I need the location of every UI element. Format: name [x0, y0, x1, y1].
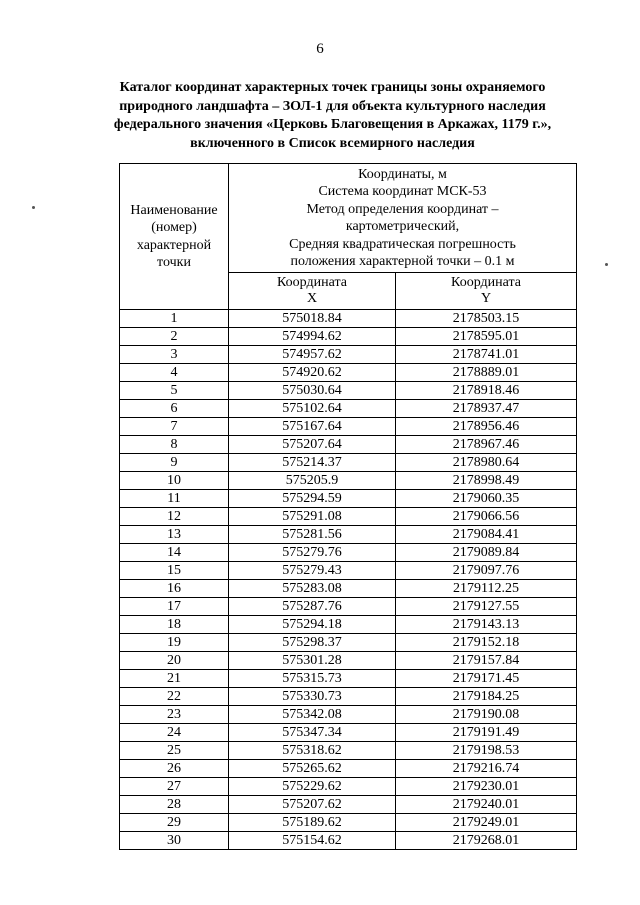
- coordinate-y-cell: 2178956.46: [396, 418, 577, 436]
- point-number-cell: 9: [120, 454, 229, 472]
- table-row: [120, 364, 577, 382]
- header-text: Наименование: [130, 202, 218, 218]
- coordinate-x-cell: 575301.28: [229, 652, 396, 670]
- table-row: [120, 400, 577, 418]
- coordinate-x-cell: 575347.34: [229, 724, 396, 742]
- table-row: [120, 346, 577, 364]
- table-row: [120, 760, 577, 778]
- coordinate-y-cell: 2178595.01: [396, 328, 577, 346]
- page-number: 6: [316, 41, 324, 57]
- point-number-cell: 5: [120, 382, 229, 400]
- point-number-cell: 7: [120, 418, 229, 436]
- coordinate-y-cell: 2179143.13: [396, 616, 577, 634]
- coordinate-y-cell: 2178918.46: [396, 382, 577, 400]
- coordinate-x-cell: 574957.62: [229, 346, 396, 364]
- point-number-cell: 6: [120, 400, 229, 418]
- coordinate-y-cell: 2179171.45: [396, 670, 577, 688]
- coordinate-y-cell: 2179157.84: [396, 652, 577, 670]
- coordinate-x-cell: 575318.62: [229, 742, 396, 760]
- coordinate-x-cell: 575102.64: [229, 400, 396, 418]
- point-number-cell: 25: [120, 742, 229, 760]
- header-text: характерной: [136, 237, 212, 253]
- coordinate-x-cell: 575265.62: [229, 760, 396, 778]
- coordinate-y-cell: 2179097.76: [396, 562, 577, 580]
- header-text: X: [306, 291, 318, 306]
- point-number-cell: 3: [120, 346, 229, 364]
- coordinate-x-cell: 575229.62: [229, 778, 396, 796]
- coordinate-y-cell: 2179198.53: [396, 742, 577, 760]
- table-row: [120, 742, 577, 760]
- coordinate-x-cell: 575294.59: [229, 490, 396, 508]
- coordinate-x-cell: 575283.08: [229, 580, 396, 598]
- table-row: [120, 814, 577, 832]
- point-number-cell: 21: [120, 670, 229, 688]
- point-number-cell: 8: [120, 436, 229, 454]
- table-row: [120, 724, 577, 742]
- point-number-cell: 28: [120, 796, 229, 814]
- point-number-cell: 1: [120, 310, 229, 328]
- table-row: [120, 562, 577, 580]
- table-row: [120, 778, 577, 796]
- coordinate-y-cell: 2178980.64: [396, 454, 577, 472]
- coordinate-x-cell: 575205.9: [229, 472, 396, 490]
- coordinate-y-cell: 2179191.49: [396, 724, 577, 742]
- point-number-cell: 24: [120, 724, 229, 742]
- header-coordinate-y: [396, 273, 577, 310]
- coordinate-x-cell: 574994.62: [229, 328, 396, 346]
- coordinate-y-cell: 2179249.01: [396, 814, 577, 832]
- table-row: [120, 508, 577, 526]
- table-row: [120, 310, 577, 328]
- coordinate-y-cell: 2179190.08: [396, 706, 577, 724]
- coordinate-x-cell: 575315.73: [229, 670, 396, 688]
- point-number-cell: 22: [120, 688, 229, 706]
- point-number-cell: 4: [120, 364, 229, 382]
- coordinate-y-cell: 2178889.01: [396, 364, 577, 382]
- table-row: [120, 796, 577, 814]
- table-row: [120, 436, 577, 454]
- coordinate-x-cell: 575018.84: [229, 310, 396, 328]
- point-number-cell: 14: [120, 544, 229, 562]
- table-row: [120, 580, 577, 598]
- table-row: [120, 454, 577, 472]
- coordinate-y-cell: 2179268.01: [396, 832, 577, 850]
- table-row: [120, 544, 577, 562]
- coordinate-y-cell: 2178967.46: [396, 436, 577, 454]
- table-row: [120, 472, 577, 490]
- coordinate-y-cell: 2178503.15: [396, 310, 577, 328]
- coordinate-x-cell: 575287.76: [229, 598, 396, 616]
- title-line: Каталог координат характерных точек границы зоны охраняемого: [119, 80, 546, 95]
- coordinate-y-cell: 2179230.01: [396, 778, 577, 796]
- coordinate-x-cell: 575291.08: [229, 508, 396, 526]
- coordinate-x-cell: 575207.62: [229, 796, 396, 814]
- coordinate-y-cell: 2179089.84: [396, 544, 577, 562]
- point-number-cell: 16: [120, 580, 229, 598]
- coordinate-y-cell: 2178998.49: [396, 472, 577, 490]
- point-number-cell: 23: [120, 706, 229, 724]
- header-text: Система координат МСК-53: [318, 184, 487, 199]
- table-row: [120, 706, 577, 724]
- document-title: [85, 79, 580, 153]
- coordinate-y-cell: 2179060.35: [396, 490, 577, 508]
- table-row: [120, 526, 577, 544]
- header-text: картометрический,: [345, 219, 460, 234]
- coordinate-x-cell: 575279.43: [229, 562, 396, 580]
- coordinate-y-cell: 2178741.01: [396, 346, 577, 364]
- point-number-cell: 10: [120, 472, 229, 490]
- coordinate-x-cell: 575342.08: [229, 706, 396, 724]
- coordinate-y-cell: 2179152.18: [396, 634, 577, 652]
- table-row: [120, 634, 577, 652]
- point-number-cell: 20: [120, 652, 229, 670]
- coordinate-x-cell: 575281.56: [229, 526, 396, 544]
- coordinate-x-cell: 575030.64: [229, 382, 396, 400]
- title-line: федерального значения «Церковь Благовещения в Аркажах, 1179 г.»,: [113, 117, 552, 132]
- coordinate-x-cell: 575189.62: [229, 814, 396, 832]
- header-text: Y: [480, 291, 492, 306]
- table-row: [120, 328, 577, 346]
- header-coordinate-x: [229, 273, 396, 310]
- coordinate-y-cell: 2178937.47: [396, 400, 577, 418]
- header-text: Координата: [451, 275, 521, 290]
- point-number-cell: 18: [120, 616, 229, 634]
- point-number-cell: 19: [120, 634, 229, 652]
- header-text: (номер): [151, 220, 197, 235]
- point-number-cell: 26: [120, 760, 229, 778]
- table-row: [120, 382, 577, 400]
- coordinates-table-body: [120, 310, 577, 850]
- header-text: Средняя квадратическая погрешность: [289, 236, 516, 252]
- coordinate-x-cell: 575154.62: [229, 832, 396, 850]
- point-number-cell: 17: [120, 598, 229, 616]
- header-text: точки: [157, 255, 191, 270]
- title-line: природного ландшафта – ЗОЛ-1 для объекта культурного наследия: [119, 98, 546, 114]
- title-line: включенного в Список всемирного наследия: [190, 135, 475, 151]
- scan-dot: [605, 263, 608, 266]
- header-coordinates: [229, 164, 577, 273]
- point-number-cell: 13: [120, 526, 229, 544]
- coordinate-x-cell: 575330.73: [229, 688, 396, 706]
- coordinate-y-cell: 2179184.25: [396, 688, 577, 706]
- table-row: [120, 490, 577, 508]
- coordinate-y-cell: 2179066.56: [396, 508, 577, 526]
- coordinate-y-cell: 2179084.41: [396, 526, 577, 544]
- header-text: Координата: [277, 275, 347, 290]
- point-number-cell: 11: [120, 490, 229, 508]
- table-row: [120, 652, 577, 670]
- coordinate-x-cell: 575214.37: [229, 454, 396, 472]
- point-number-cell: 2: [120, 328, 229, 346]
- header-point-name: [120, 164, 229, 310]
- point-number-cell: 12: [120, 508, 229, 526]
- scan-dot: [32, 206, 35, 209]
- coordinate-x-cell: 575167.64: [229, 418, 396, 436]
- point-number-cell: 30: [120, 832, 229, 850]
- coordinate-x-cell: 574920.62: [229, 364, 396, 382]
- point-number-cell: 27: [120, 778, 229, 796]
- table-row: [120, 688, 577, 706]
- coordinates-table: [119, 163, 577, 850]
- table-row: [120, 616, 577, 634]
- coordinate-x-cell: 575207.64: [229, 436, 396, 454]
- header-text: положения характерной точки – 0.1 м: [290, 254, 515, 269]
- coordinate-x-cell: 575294.18: [229, 616, 396, 634]
- coordinate-y-cell: 2179127.55: [396, 598, 577, 616]
- table-row: [120, 418, 577, 436]
- table-row: [120, 670, 577, 688]
- header-text: Координаты, м: [358, 166, 447, 182]
- table-row: [120, 832, 577, 850]
- coordinate-x-cell: 575298.37: [229, 634, 396, 652]
- coordinate-y-cell: 2179112.25: [396, 580, 577, 598]
- point-number-cell: 15: [120, 562, 229, 580]
- coordinate-y-cell: 2179240.01: [396, 796, 577, 814]
- point-number-cell: 29: [120, 814, 229, 832]
- coordinate-x-cell: 575279.76: [229, 544, 396, 562]
- header-text: Метод определения координат –: [306, 201, 499, 217]
- coordinate-y-cell: 2179216.74: [396, 760, 577, 778]
- table-row: [120, 598, 577, 616]
